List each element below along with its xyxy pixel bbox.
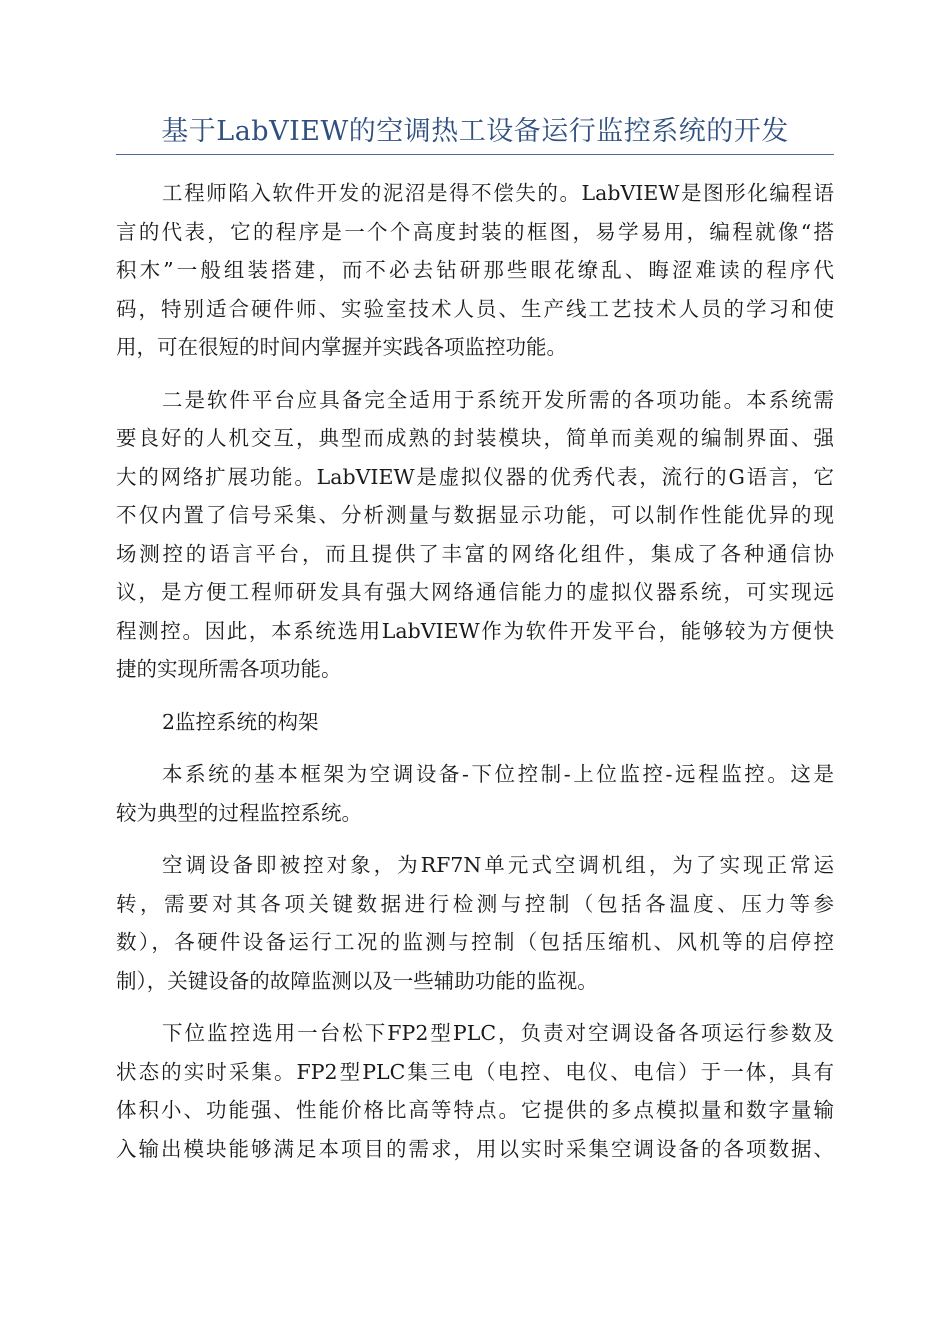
paragraph-line: 数），各硬件设备运行工况的监测与控制（包括压缩机、风机等的启停控 [116, 930, 834, 954]
paragraph-line: 大的网络扩展功能。LabVIEW是虚拟仪器的优秀代表，流行的G语言，它 [116, 464, 834, 489]
paragraph-line: 码，特别适合硬件师、实验室技术人员、生产线工艺技术人员的学习和使 [116, 296, 834, 321]
paragraph-line: 制），关键设备的故障监测以及一些辅助功能的监视。 [116, 968, 598, 993]
paragraph-line: 场测控的语言平台，而且提供了丰富的网络化组件，集成了各种通信协 [116, 541, 834, 566]
paragraph-line: 下位监控选用一台松下FP2型PLC，负责对空调设备各项运行参数及 [162, 1021, 834, 1045]
paragraph-line: 入输出模块能够满足本项目的需求，用以实时采集空调设备的各项数据、 [116, 1136, 834, 1161]
paragraph-line: 要良好的人机交互，典型而成熟的封装模块，简单而美观的编制界面、强 [116, 426, 834, 450]
paragraph-line: 不仅内置了信号采集、分析测量与数据显示功能，可以制作性能优异的现 [116, 503, 834, 527]
paragraph-ac-equipment [116, 846, 834, 1000]
paragraph-plc-monitoring [116, 1014, 834, 1168]
paragraph-line: 转，需要对其各项关键数据进行检测与控制（包括各温度、压力等参 [116, 891, 834, 916]
document-title: 基于LabVIEW的空调热工设备运行监控系统的开发 [161, 116, 789, 147]
paragraph-line: 议，是方便工程师研发具有强大网络通信能力的虚拟仪器系统，可实现远 [116, 580, 834, 604]
paragraph-line: 本系统的基本框架为空调设备-下位控制-上位监控-远程监控。这是 [162, 762, 834, 786]
paragraph-line: 捷的实现所需各项功能。 [116, 657, 342, 681]
paragraph-line: 工程师陷入软件开发的泥沼是得不偿失的。LabVIEW是图形化编程语 [162, 181, 834, 205]
section-heading: 2监控系统的构架 [162, 709, 319, 734]
paragraph-line: 较为典型的过程监控系统。 [116, 800, 362, 825]
paragraph-line: 言的代表，它的程序是一个个高度封装的框图，易学易用，编程就像“搭 [116, 219, 834, 244]
paragraph-platform-functions [116, 381, 834, 689]
paragraph-framework [116, 755, 834, 832]
paragraph-line: 程测控。因此，本系统选用LabVIEW作为软件开发平台，能够较为方便快 [116, 618, 834, 643]
paragraph-line: 状态的实时采集。FP2型PLC集三电（电控、电仪、电信）于一体，具有 [116, 1059, 834, 1084]
paragraph-line: 二是软件平台应具备完全适用于系统开发所需的各项功能。本系统需 [162, 387, 834, 412]
paragraph-line: 积木”一般组装搭建，而不必去钻研那些眼花缭乱、晦涩难读的程序代 [116, 258, 834, 282]
section-heading-architecture [116, 703, 834, 742]
paragraph-line: 空调设备即被控对象，为RF7N单元式空调机组，为了实现正常运 [162, 853, 834, 877]
paragraph-line: 体积小、功能强、性能价格比高等特点。它提供的多点模拟量和数字量输 [116, 1098, 834, 1122]
paragraph-labview-ease [116, 174, 834, 367]
document-body [116, 174, 834, 1182]
paragraph-line: 用，可在很短的时间内掌握并实践各项监控功能。 [116, 335, 567, 359]
title-underline [116, 154, 834, 155]
